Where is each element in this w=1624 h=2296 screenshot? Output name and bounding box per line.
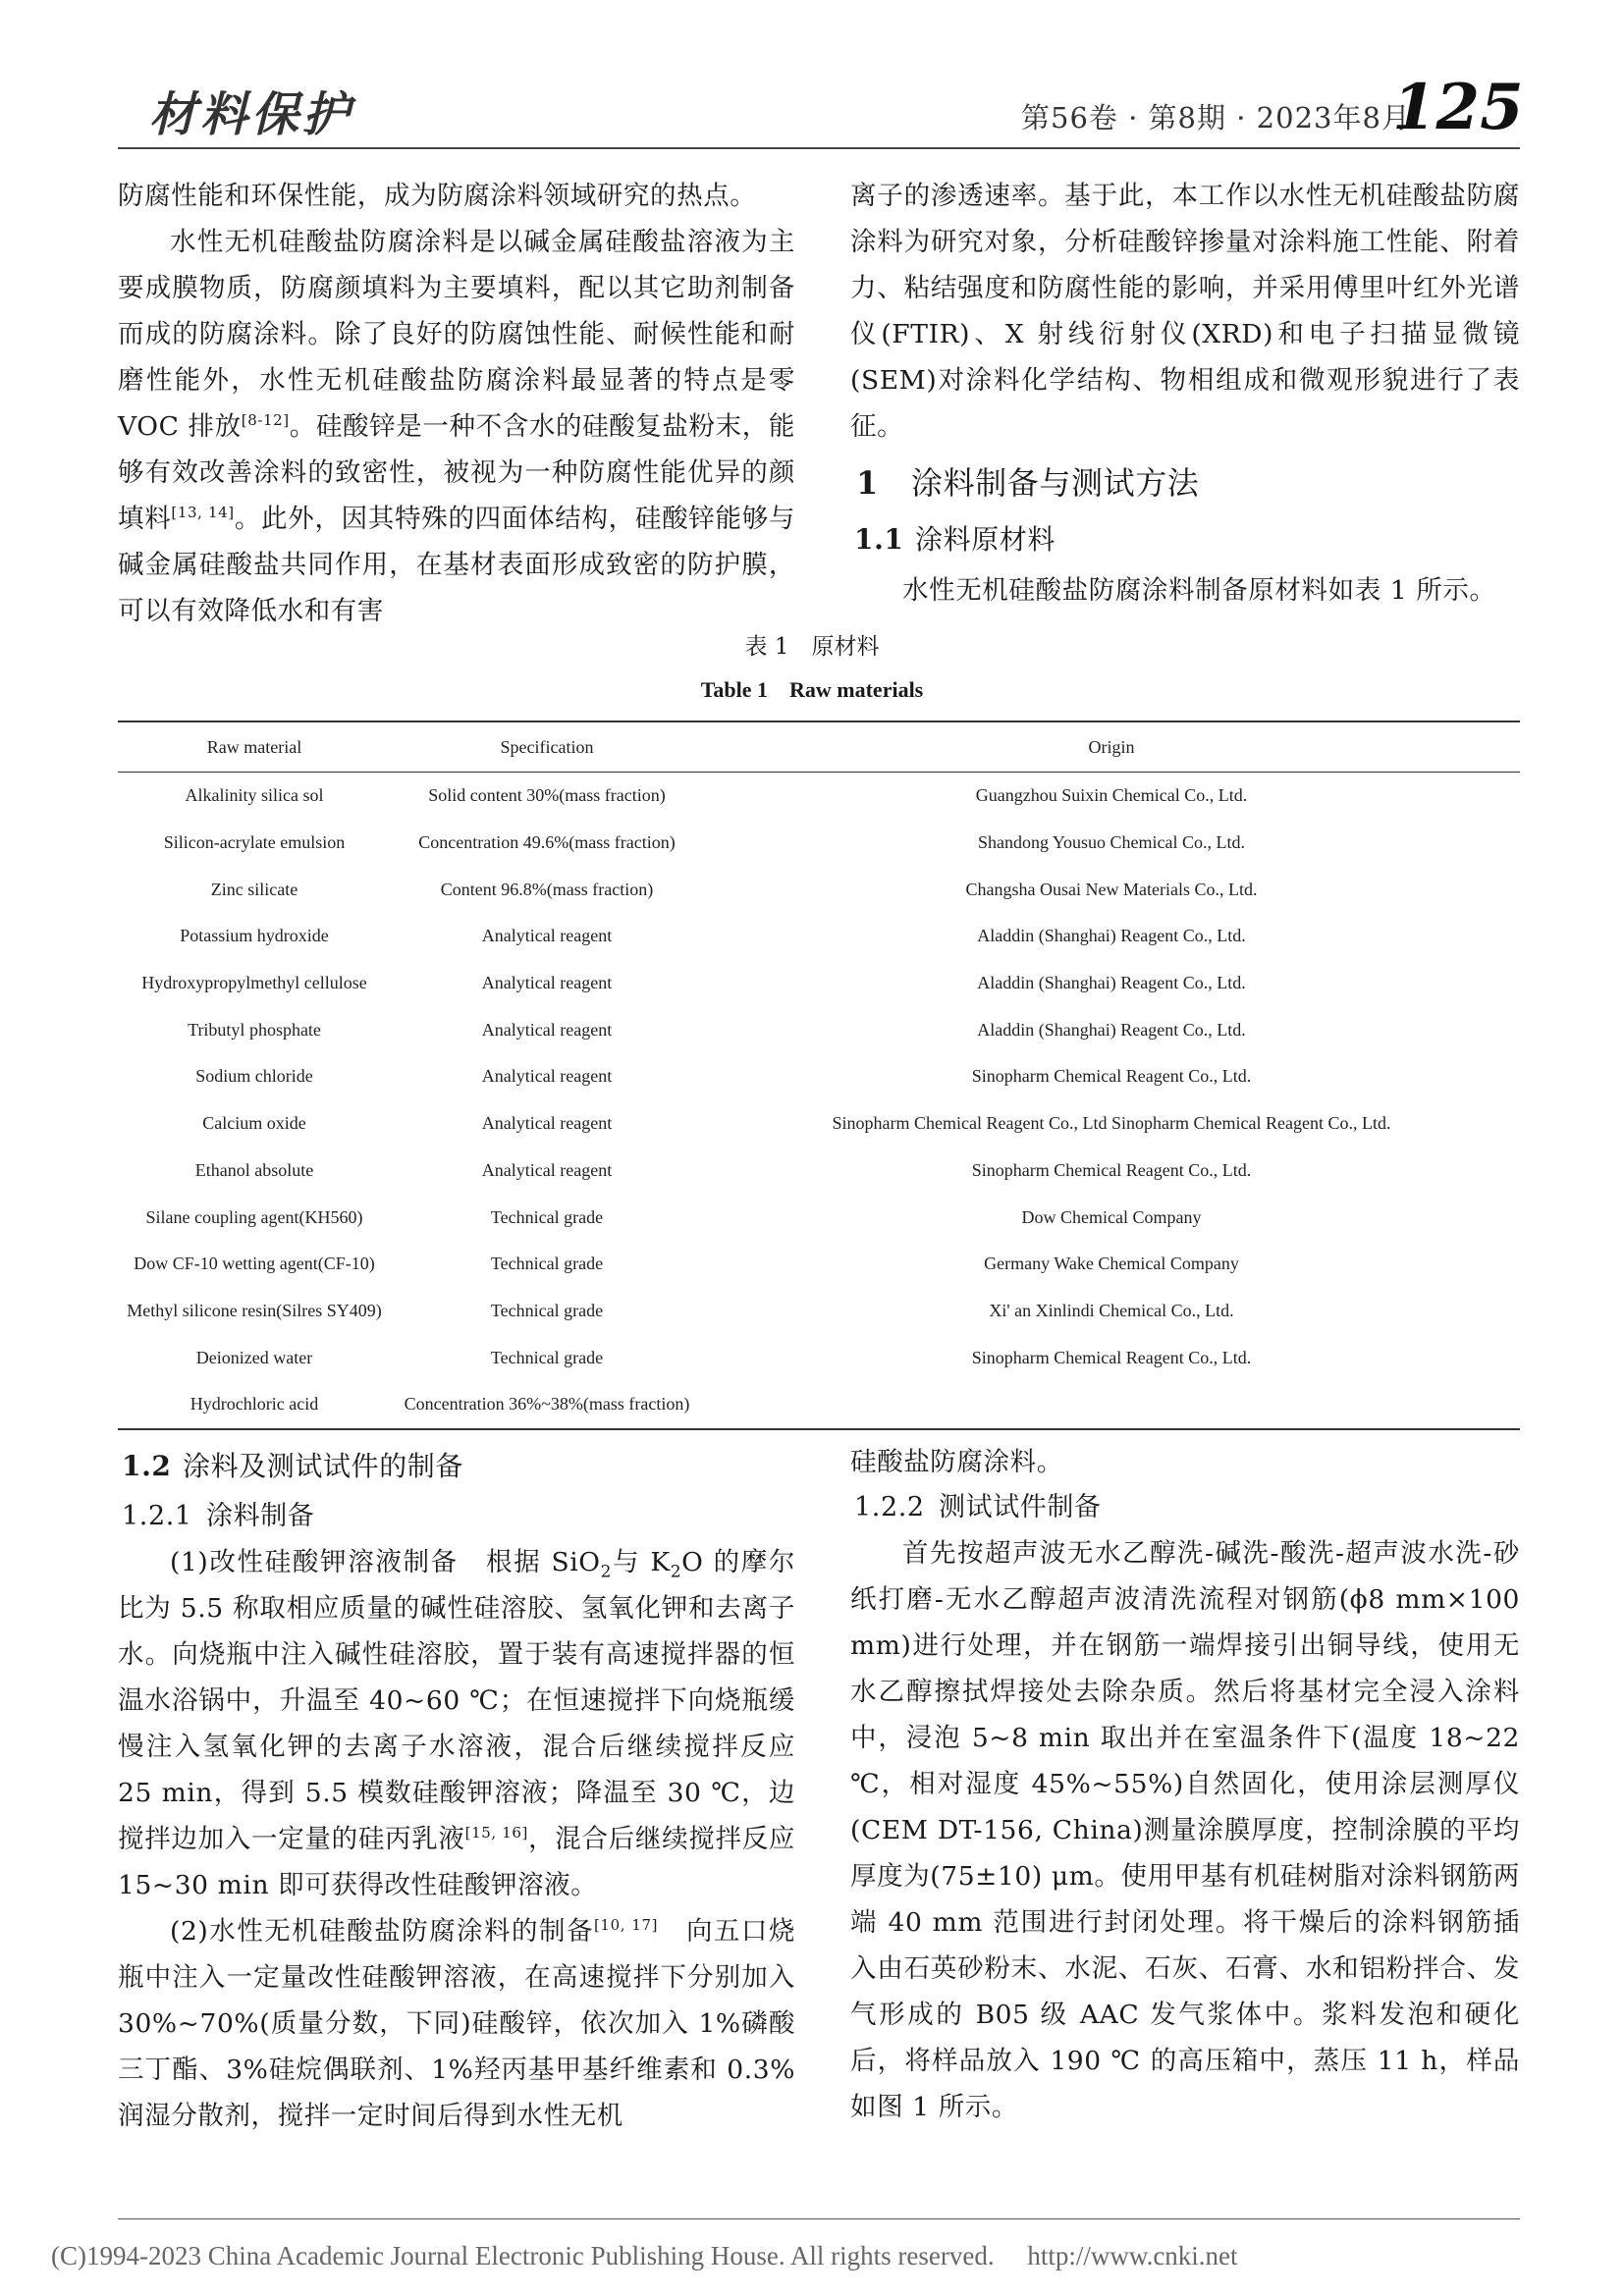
table-cell: Sinopharm Chemical Reagent Co., Ltd.	[971, 1347, 1252, 1367]
table-cell: Alkalinity silica sol	[185, 785, 324, 806]
column-header: Origin	[703, 721, 1520, 773]
text: 。此外，因其特殊的四面体结构，硅酸锌能够与碱金属硅酸盐共同作用，在基材表面形成致密的防护膜，可以有效降低水和有害	[118, 504, 795, 626]
table-cell: Tributyl phosphate	[188, 1019, 321, 1040]
subsection-number: 1.2	[122, 1450, 172, 1482]
paragraph	[118, 1908, 795, 2139]
table-row	[118, 1194, 1520, 1241]
table-row	[118, 773, 1520, 820]
table-row	[118, 913, 1520, 960]
table-cell: Calcium oxide	[202, 1113, 306, 1134]
table-row	[118, 1381, 1520, 1429]
paragraph: 离子的渗透速率。基于此，本工作以水性无机硅酸盐防腐涂料为研究对象，分析硅酸锌掺量对涂料施工性能、附着力、粘结强度和防腐性能的影响，并采用傅里叶红外光谱仪(FTIR)、X 射线衍射仪(XRD)和电子扫描显微镜(SEM)对涂料化学结构、物相组成和微观形貌进行了表征。	[850, 181, 1520, 442]
subsubsection-title: 涂料制备	[206, 1501, 315, 1531]
table-cell: Germany Wake Chemical Company	[984, 1254, 1239, 1274]
text: ，混合后继续搅拌反应 15~30 min 即可获得改性硅酸钾溶液。	[118, 1824, 795, 1900]
table-cell: Analytical reagent	[481, 1113, 613, 1134]
table-row	[118, 1334, 1520, 1381]
table-cell: Aladdin (Shanghai) Reagent Co., Ltd.	[977, 973, 1246, 993]
table-cell: Aladdin (Shanghai) Reagent Co., Ltd.	[977, 1019, 1246, 1040]
table-cell: Dow CF-10 wetting agent(CF-10)	[134, 1254, 375, 1274]
text: 水性无机硅酸盐防腐涂料是以碱金属硅酸盐溶液为主要成膜物质，防腐颜填料为主要填料，配以其它助剂制备而成的防腐涂料。除了良好的防腐蚀性能、耐候性能和耐磨性能外，水性无机硅酸盐防腐涂料最显著的特点是零 VOC 排放	[118, 227, 795, 442]
citation: [8-12]	[241, 411, 290, 430]
column-header: Specification	[391, 721, 703, 773]
table-row	[118, 1148, 1520, 1195]
citation: [13, 14]	[171, 504, 235, 522]
table-cell: Xi' an Xinlindi Chemical Co., Ltd.	[989, 1300, 1234, 1320]
left-column-top	[118, 173, 795, 634]
table-row	[118, 820, 1520, 867]
table-row	[118, 1288, 1520, 1335]
left-column-bottom	[118, 1439, 795, 2139]
table-row	[118, 960, 1520, 1007]
table-cell: Sodium chloride	[195, 1066, 313, 1087]
table-cell: Hydrochloric acid	[118, 1381, 391, 1429]
text: 向五口烧瓶中注入一定量改性硅酸钾溶液，在高速搅拌下分别加入 30%~70%(质量分数，下同)硅酸锌，依次加入 1%磷酸三丁酯、3%硅烷偶联剂、1%羟丙基甲基纤维素和 0.3%润湿分散剂，搅拌一定时间后得到水性无机	[118, 1916, 795, 2131]
subsubsection-title: 测试试件制备	[939, 1492, 1102, 1522]
subsection-heading	[118, 1439, 795, 1494]
right-column-top	[850, 173, 1520, 614]
table-cell: Hydroxypropylmethyl cellulose	[141, 973, 367, 993]
table-cell: Methyl silicone resin(Silres SY409)	[127, 1300, 382, 1320]
table-row	[118, 866, 1520, 913]
table-cell: Dow Chemical Company	[1021, 1206, 1202, 1227]
table-cell: Analytical reagent	[481, 973, 613, 993]
table-cell: Analytical reagent	[481, 1066, 613, 1087]
issue-info: 第56卷 · 第8期 · 2023年8月	[1021, 101, 1411, 134]
table-cell: Sinopharm Chemical Reagent Co., Ltd Sinopharm Chemical Reagent Co., Ltd.	[832, 1113, 1391, 1134]
table-cell: Technical grade	[490, 1254, 604, 1274]
table-cell: Aladdin (Shanghai) Reagent Co., Ltd.	[977, 926, 1246, 946]
table-row	[118, 1053, 1520, 1100]
subsection-number: 1.1	[854, 523, 904, 556]
table-cell: Changsha Ousai New Materials Co., Ltd.	[965, 879, 1258, 899]
table-cell: Sinopharm Chemical Reagent Co., Ltd.	[971, 1159, 1252, 1180]
table-cell: Technical grade	[490, 1206, 604, 1227]
section-number: 1	[856, 464, 879, 502]
table-cell: Potassium hydroxide	[180, 926, 329, 946]
table-cell: Analytical reagent	[481, 1019, 613, 1040]
table-cell: Solid content 30%(mass fraction)	[428, 785, 666, 806]
table-cell: Guangzhou Suixin Chemical Co., Ltd.	[975, 785, 1248, 806]
subsection-title: 涂料原材料	[915, 523, 1056, 556]
table-cell	[703, 1381, 1520, 1429]
paragraph-label: (2)水性无机硅酸盐防腐涂料的制备	[170, 1916, 594, 1947]
materials-table	[118, 721, 1520, 1430]
subscript: 2	[670, 1562, 682, 1582]
header-rule	[118, 147, 1520, 149]
table-caption-en: Table 1 Raw materials	[700, 677, 924, 702]
citation: [15, 16]	[464, 1824, 528, 1842]
table-cell: Analytical reagent	[481, 1159, 613, 1180]
right-column-bottom	[850, 1439, 1520, 2130]
subscript: 2	[600, 1562, 613, 1582]
subsubsection-heading	[850, 1485, 1520, 1530]
text: 。硅酸锌是一种不含水的硅酸复盐粉末，能够有效改善涂料的致密性，被视为一种防腐性能优异的颜填料	[118, 411, 795, 534]
table-cell: Concentration 49.6%(mass fraction)	[418, 832, 676, 853]
table-cell: Shandong Yousuo Chemical Co., Ltd.	[977, 832, 1245, 853]
citation: [10, 17]	[593, 1916, 659, 1935]
table-cell: Sinopharm Chemical Reagent Co., Ltd.	[971, 1066, 1252, 1087]
page-number: 125	[1392, 71, 1524, 144]
paragraph: 首先按超声波无水乙醇洗-碱洗-酸洗-超声波水洗-砂纸打磨-无水乙醇超声波清洗流程对钢筋(ϕ8 mm×100 mm)进行处理，并在钢筋一端焊接引出铜导线，使用无水乙醇擦拭焊接处去除杂质。然后将基材完全浸入涂料中，浸泡 5~8 min 取出并在室温条件下(温度 18~22 ℃，相对湿度 45%~55%)自然固化，使用涂层测厚仪(CEM DT-156, China)测量涂膜厚度，控制涂膜的平均厚度为(75±10) μm。使用甲基有机硅树脂对涂料钢筋两端 40 mm 范围进行封闭处理。将干燥后的涂料钢筋插入由石英砂粉末、水泥、石灰、石膏、水和铝粉拌合、发气形成的 B05 级 AAC 发气浆体中。浆料发泡和硬化后，将样品放入 190 ℃ 的高压箱中，蒸压 11 h，样品如图 1 所示。	[850, 1538, 1520, 2122]
table-row	[118, 1100, 1520, 1148]
column-header: Raw material	[118, 721, 391, 773]
table-cell: Deionized water	[195, 1347, 313, 1367]
table-cell: Analytical reagent	[481, 926, 613, 946]
subsection-heading	[850, 512, 1520, 567]
journal-logo: 材料保护	[149, 87, 354, 142]
section-heading	[850, 454, 1520, 512]
text: O 的摩尔比为 5.5 称取相应质量的碱性硅溶胶、氢氧化钾和去离子水。向烧瓶中注入碱性硅溶胶，置于装有高速搅拌器的恒温水浴锅中，升温至 40~60 ℃；在恒速搅拌下向烧瓶缓慢注入氢氧化钾的去离子水溶液，混合后继续搅拌反应 25 min，得到 5.5 模数硅酸钾溶液；降温至 30 ℃，边搅拌边加入一定量的硅丙乳液	[118, 1547, 795, 1854]
subsubsection-number: 1.2.1	[122, 1501, 192, 1531]
table-cell: Technical grade	[490, 1347, 604, 1367]
subsubsection-number: 1.2.2	[854, 1492, 925, 1522]
table-header-row	[118, 721, 1520, 773]
text: 根据 SiO	[486, 1547, 601, 1577]
table-caption-cn: 表 1 原材料	[744, 634, 880, 660]
table-cell: Concentration 36%~38%(mass fraction)	[391, 1381, 703, 1429]
table-row	[118, 1241, 1520, 1288]
footer-rule	[118, 2218, 1520, 2219]
paragraph: 水性无机硅酸盐防腐涂料制备原材料如表 1 所示。	[902, 575, 1496, 606]
copyright-notice: (C)1994-2023 China Academic Journal Electronic Publishing House. All rights reserved. http://www.cnki.net	[51, 2241, 1238, 2270]
table-cell: Technical grade	[490, 1300, 604, 1320]
table-cell: Silicon-acrylate emulsion	[163, 832, 346, 853]
paragraph-label: (1)改性硅酸钾溶液制备	[170, 1547, 459, 1577]
subsection-title: 涂料及测试试件的制备	[183, 1450, 464, 1482]
section-title: 涂料制备与测试方法	[911, 464, 1200, 502]
table-cell: Silane coupling agent(KH560)	[145, 1206, 363, 1227]
text: 与 K	[612, 1547, 671, 1577]
paragraph: 防腐性能和环保性能，成为防腐涂料领域研究的热点。	[118, 181, 757, 211]
table-cell: Zinc silicate	[210, 879, 298, 899]
table-row	[118, 1006, 1520, 1053]
paragraph: 硅酸盐防腐涂料。	[850, 1447, 1063, 1477]
table-cell: Content 96.8%(mass fraction)	[440, 879, 654, 899]
subsubsection-heading	[118, 1494, 795, 1539]
table-cell: Ethanol absolute	[194, 1159, 314, 1180]
paragraph	[118, 219, 795, 634]
paragraph	[118, 1539, 795, 1908]
